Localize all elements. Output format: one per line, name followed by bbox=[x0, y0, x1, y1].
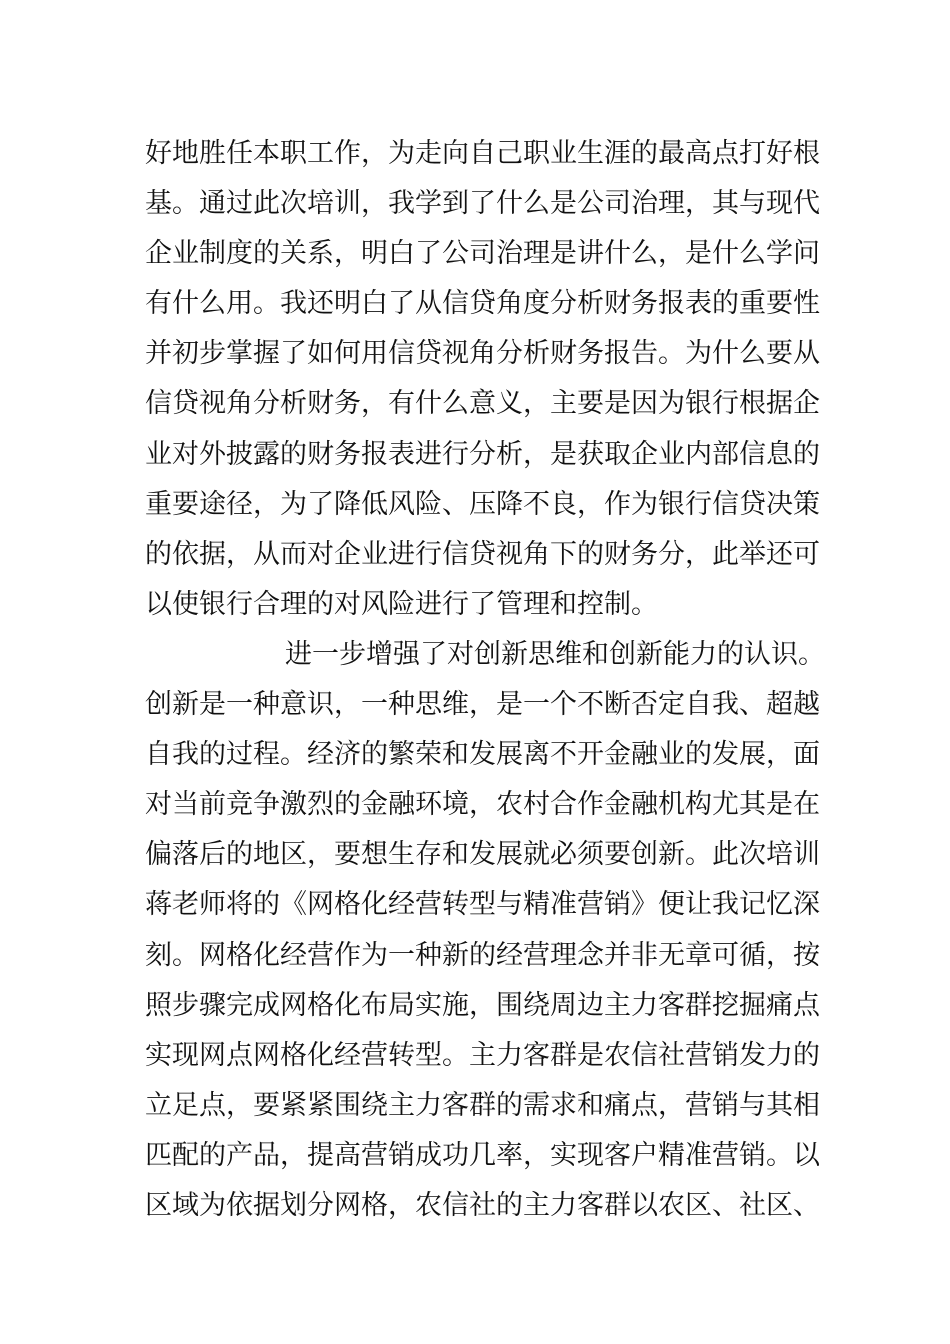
text-line: 以使银行合理的对风险进行了管理和控制。 bbox=[145, 588, 658, 620]
text-line: 对当前竞争激烈的金融环境，农村合作金融机构尤其是在 bbox=[145, 789, 820, 821]
text-line: 立足点，要紧紧围绕主力客群的需求和痛点，营销与其相 bbox=[145, 1089, 820, 1121]
body-text bbox=[145, 129, 825, 1231]
text-line: 偏落后的地区，要想生存和发展就必须要创新。此次培训 bbox=[145, 839, 820, 871]
text-line: 重要途径，为了降低风险、压降不良，作为银行信贷决策 bbox=[145, 488, 820, 520]
text-line: 信贷视角分析财务，有什么意义，主要是因为银行根据企 bbox=[145, 388, 820, 420]
text-line: 自我的过程。经济的繁荣和发展离不开金融业的发展，面 bbox=[145, 739, 820, 771]
text-line: 并初步掌握了如何用信贷视角分析财务报告。为什么要从 bbox=[145, 338, 820, 370]
text-line: 刻。网格化经营作为一种新的经营理念并非无章可循，按 bbox=[145, 939, 820, 971]
text-line: 蒋老师将的《网格化经营转型与精准营销》便让我记忆深 bbox=[145, 889, 820, 921]
text-line: 业对外披露的财务报表进行分析，是获取企业内部信息的 bbox=[145, 438, 820, 470]
text-line: 好地胜任本职工作，为走向自己职业生涯的最高点打好根 bbox=[145, 138, 820, 169]
text-line: 企业制度的关系，明白了公司治理是讲什么，是什么学问 bbox=[145, 238, 820, 270]
text-line: 匹配的产品，提高营销成功几率，实现客户精准营销。以 bbox=[145, 1139, 820, 1171]
text-line: 创新是一种意识，一种思维，是一个不断否定自我、超越 bbox=[145, 689, 820, 721]
text-line: 区域为依据划分网格，农信社的主力客群以农区、社区、 bbox=[145, 1189, 820, 1221]
text-line: 实现网点网格化经营转型。主力客群是农信社营销发力的 bbox=[145, 1039, 820, 1071]
text-line: 照步骤完成网格化布局实施，围绕周边主力客群挖掘痛点 bbox=[145, 989, 820, 1021]
text-line: 基。通过此次培训，我学到了什么是公司治理，其与现代 bbox=[145, 188, 820, 220]
text-line: 有什么用。我还明白了从信贷角度分析财务报表的重要性 bbox=[145, 288, 820, 320]
text-line: 的依据，从而对企业进行信贷视角下的财务分，此举还可 bbox=[145, 538, 820, 570]
paragraph-opening-line: 进一步增强了对创新思维和创新能力的认识。 bbox=[285, 638, 825, 670]
